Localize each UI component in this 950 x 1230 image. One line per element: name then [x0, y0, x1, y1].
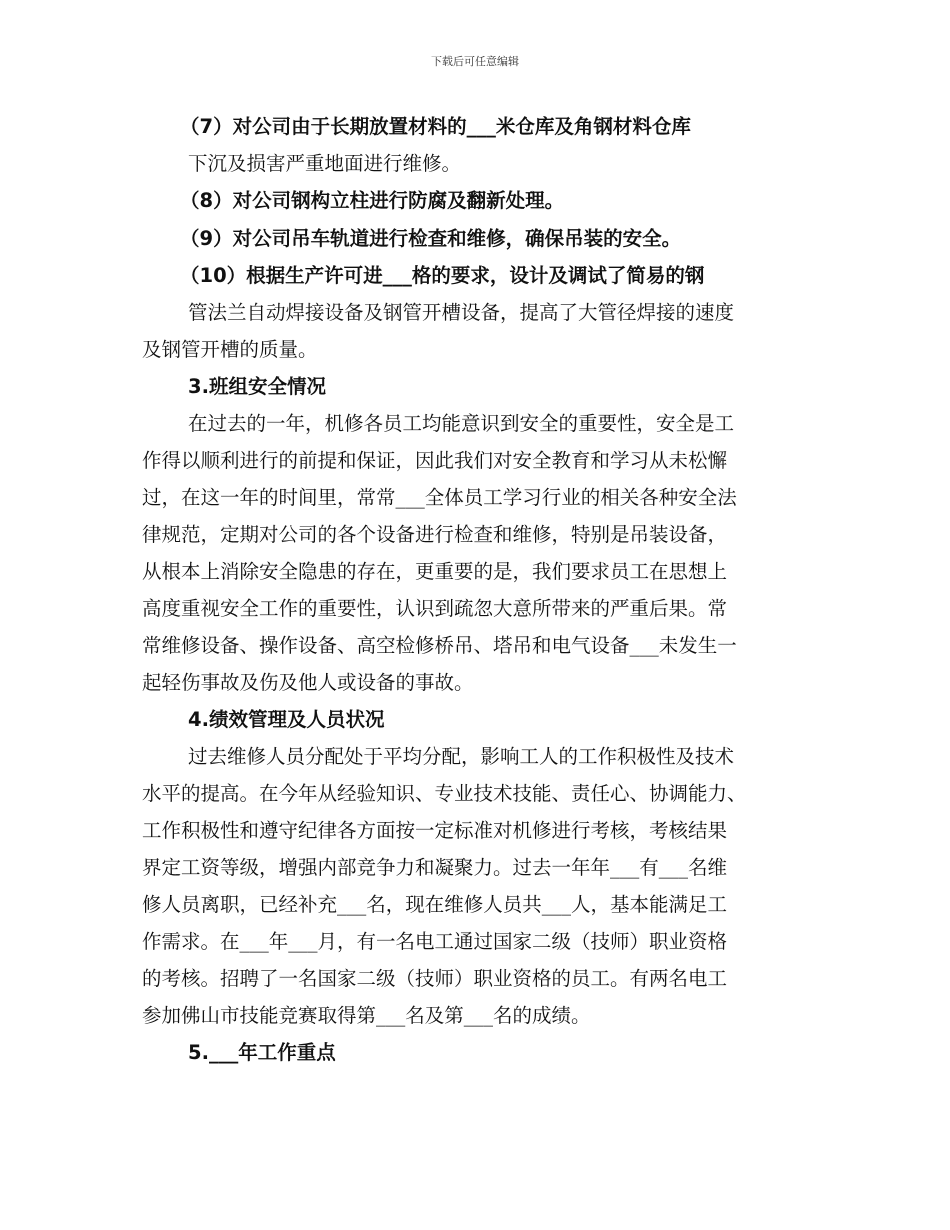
list-item-8: （8）对公司钢构立柱进行防腐及翻新处理。 [180, 189, 565, 212]
paragraph-line: 工作积极性和遵守纪律各方面按一定标准对机修进行考核，考核结果 [142, 819, 728, 842]
paragraph-line: 常维修设备、操作设备、高空检修桥吊、塔吊和电气设备___未发生一 [142, 634, 737, 657]
paragraph-line: 从根本上消除安全隐患的存在，更重要的是，我们要求员工在思想上 [142, 560, 728, 583]
paragraph-line: 修人员离职，已经补充___名，现在维修人员共___人，基本能满足工 [142, 893, 728, 916]
paragraph-line: 下沉及损害严重地面进行维修。 [188, 152, 462, 175]
paragraph-line: 高度重视安全工作的重要性，认识到疏忽大意所带来的严重后果。常 [142, 597, 728, 620]
paragraph-line: 在过去的一年，机修各员工均能意识到安全的重要性，安全是工 [188, 412, 735, 435]
paragraph-line: 水平的提高。在今年从经验知识、专业技术技能、责任心、协调能力、 [142, 782, 747, 805]
paragraph-line: 律规范，定期对公司的各个设备进行检查和维修，特别是吊装设备， [142, 523, 728, 546]
paragraph-line: 过，在这一年的时间里，常常___全体员工学习行业的相关各种安全法 [142, 486, 737, 509]
paragraph-line: 及钢管开槽的质量。 [142, 338, 318, 361]
paragraph-line: 管法兰自动焊接设备及钢管开槽设备，提高了大管径焊接的速度 [188, 301, 735, 324]
paragraph-line: 参加佛山市技能竞赛取得第___名及第___名的成绩。 [142, 1004, 591, 1027]
section-heading-4: 4.绩效管理及人员状况 [188, 708, 385, 731]
paragraph-line: 起轻伤事故及伤及他人或设备的事故。 [142, 671, 474, 694]
paragraph-line: 界定工资等级，增强内部竞争力和凝聚力。过去一年年___有___名维 [142, 856, 728, 879]
section-heading-3: 3.班组安全情况 [188, 375, 326, 398]
paragraph-line: 作得以顺利进行的前提和保证，因此我们对安全教育和学习从未松懈 [142, 449, 728, 472]
page-header: 下载后可任意编辑 [431, 55, 519, 68]
section-heading-5: 5.___年工作重点 [188, 1041, 336, 1064]
list-item-7: （7）对公司由于长期放置材料的___米仓库及角钢材料仓库 [180, 115, 691, 138]
list-item-10: （10）根据生产许可进___格的要求，设计及调试了简易的钢 [180, 264, 705, 287]
paragraph-line: 作需求。在___年___月，有一名电工通过国家二级（技师）职业资格 [142, 930, 728, 953]
paragraph-line: 的考核。招聘了一名国家二级（技师）职业资格的员工。有两名电工 [142, 967, 728, 990]
list-item-9: （9）对公司吊车轨道进行检查和维修，确保吊装的安全。 [180, 227, 682, 250]
paragraph-line: 过去维修人员分配处于平均分配，影响工人的工作积极性及技术 [188, 745, 735, 768]
